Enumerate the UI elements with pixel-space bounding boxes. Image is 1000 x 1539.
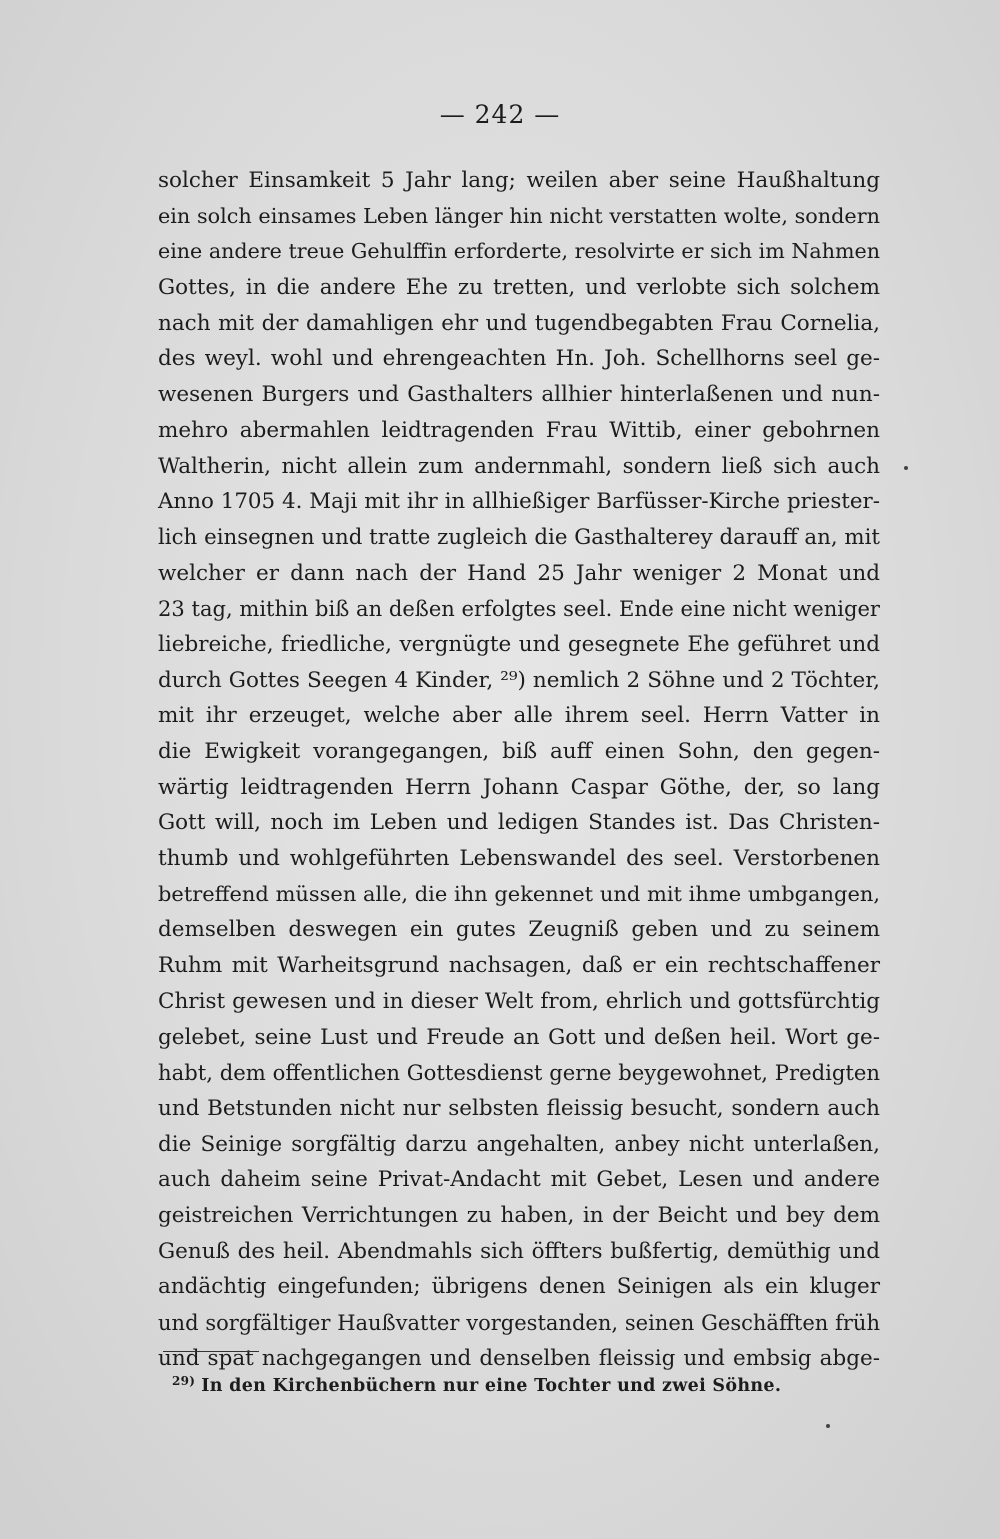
footnote-marker: 29): [172, 1374, 196, 1388]
page-number: — 242 —: [439, 100, 561, 129]
text-line: demselben deswegen ein gutes Zeugniß geben und zu seinem: [158, 917, 880, 943]
text-line: andächtig eingefunden; übrigens denen Seinigen als ein kluger: [158, 1274, 880, 1300]
text-line: gelebet, seine Lust und Freude an Gott und deßen heil. Wort ge-: [158, 1024, 880, 1050]
text-line: wesenen Burgers und Gasthalters allhier hinterlaßenen und nun-: [158, 382, 880, 408]
text-line: Gott will, noch im Leben und ledigen Standes ist. Das Christen-: [158, 810, 880, 836]
text-line: Christ gewesen und in dieser Welt from, ehrlich und gottsfürchtig: [158, 988, 880, 1014]
text-line: habt, dem offentlichen Gottesdienst gerne beygewohnet, Predigten: [158, 1060, 880, 1086]
text-line: mit ihr erzeuget, welche aber alle ihrem seel. Herrn Vatter in: [158, 703, 880, 729]
text-line: Gottes, in die andere Ehe zu tretten, und verlobte sich solchem: [158, 275, 880, 301]
text-line: liebreiche, friedliche, vergnügte und gesegnete Ehe geführet und: [158, 631, 880, 657]
text-line: thumb und wohlgeführten Lebenswandel des seel. Verstorbenen: [158, 846, 880, 872]
paper-speck: [904, 466, 908, 470]
text-line: ein solch einsames Leben länger hin nicht verstatten wolte, sondern: [158, 203, 880, 228]
text-line: welcher er dann nach der Hand 25 Jahr weniger 2 Monat und: [158, 560, 880, 586]
text-line: Waltherin, nicht allein zum andernmahl, sondern ließ sich auch: [158, 453, 880, 479]
text-line: mehro abermahlen leidtragenden Frau Wittib, einer gebohrnen: [158, 417, 880, 443]
text-line: durch Gottes Seegen 4 Kinder, ²⁹) nemlich 2 Söhne und 2 Töchter,: [158, 667, 880, 693]
text-line: nach mit der damahligen ehr und tugendbegabten Frau Cornelia,: [158, 310, 880, 336]
footnote-separator: [163, 1351, 259, 1352]
text-line: wärtig leidtragenden Herrn Johann Caspar Göthe, der, so lang: [158, 774, 880, 800]
text-line: lich einsegnen und tratte zugleich die Gasthalterey darauff an, mit: [158, 524, 880, 550]
footnote-text: In den Kirchenbüchern nur eine Tochter und zwei Söhne.: [201, 1376, 782, 1396]
text-line: und sorgfältiger Haußvatter vorgestanden, seinen Geschäfften früh: [158, 1310, 880, 1335]
text-line: eine andere treue Gehulffin erforderte, resolvirte er sich im Nahmen: [158, 239, 880, 264]
text-line: geistreichen Verrichtungen zu haben, in der Beicht und bey dem: [158, 1202, 880, 1228]
text-line: die Seinige sorgfältig darzu angehalten, anbey nicht unterlaßen,: [158, 1131, 880, 1157]
text-line: Ruhm mit Warheitsgrund nachsagen, daß er ein rechtschaffener: [158, 953, 880, 979]
text-line: und Betstunden nicht nur selbsten fleissig besucht, sondern auch: [158, 1095, 880, 1121]
body-text: [158, 163, 880, 1376]
text-line: auch daheim seine Privat-Andacht mit Gebet, Lesen und andere: [158, 1167, 880, 1193]
text-line: des weyl. wohl und ehrengeachten Hn. Joh. Schellhorns seel ge-: [158, 346, 880, 372]
text-line: Anno 1705 4. Maji mit ihr in allhießiger Barfüsser-Kirche priester-: [158, 489, 880, 515]
text-line: 23 tag, mithin biß an deßen erfolgtes seel. Ende eine nicht weniger: [158, 596, 880, 622]
text-line: und spat nachgegangen und denselben fleissig und embsig abge-: [158, 1345, 880, 1371]
paper-speck: [826, 1424, 830, 1428]
text-line: betreffend müssen alle, die ihn gekennet und mit ihme umbgangen,: [158, 881, 880, 906]
text-line: die Ewigkeit vorangegangen, biß auff einen Sohn, den gegen-: [158, 739, 880, 764]
text-line: Genuß des heil. Abendmahls sich öffters bußfertig, demüthig und: [158, 1238, 880, 1264]
text-line: solcher Einsamkeit 5 Jahr lang; weilen aber seine Haußhaltung: [158, 168, 880, 193]
footnote: [172, 1374, 872, 1396]
